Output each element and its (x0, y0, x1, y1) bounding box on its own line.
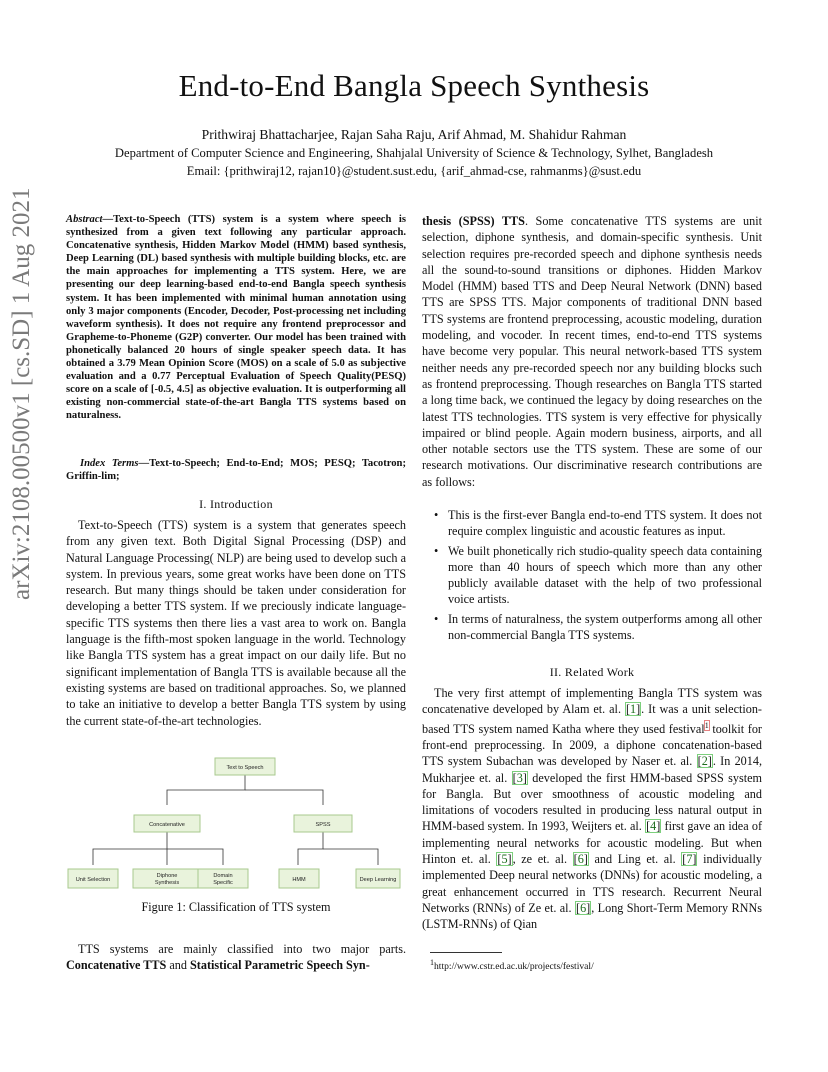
intro-p2-text-c: . Some concatenative TTS systems are unit selection, diphone synthesis, and domain-specific synthesis. Unit selection requires pre-recorded speech and diphone synthesis needs all the sound-to-sound transitions or diphones. Hidden Markov Model (HMM) based TTS and Deep Neural Network (DNN) based TTS are SPSS TTS. Major components of traditional DNN based TTS systems are frontend preprocessing, acoustic modeling, duration modeling, and vocoder. In recent times, end-to-end TTS systems have become very popular. This neural network-based TTS system neither needs any pre-recorded speech nor any building blocks such as frontend preprocessing. Though researches on Bangla TTS started a long time back, we continued the legacy by doing researches on the latest TTS technologies. TTS system is very effective for physically impaired or blind people. Again modern business, airports, and all other notable sectors use the TTS system. These are some of our research motivations. Our discriminative research contributions are as follows: (422, 214, 762, 489)
email-line: Email: {prithwiraj12, rajan10}@student.sust.edu, {arif_ahmad-cse, rahmanms}@sust.edu (186, 164, 642, 178)
contribution-list (430, 507, 762, 646)
related-text: individually implemented Deep neural networks (DNNs) for acoustic modeling, a great enhancement occurred in TTS research. Recurrent Neural Networks (RNNs) of Ze et. al. (422, 852, 762, 915)
intro-p2-text-a: TTS systems are mainly classified into two major parts. (78, 942, 406, 956)
node-spss-label: SPSS (315, 822, 331, 828)
node-domain-label-1: Domain (213, 873, 233, 879)
node-domain-label-2: Specific (213, 880, 233, 886)
intro-p2-bold-continued: thesis (SPSS) TTS (422, 214, 525, 228)
related-text: first gave an idea of implementing neural networks for acoustic modeling. But when Hinton et. al. (422, 819, 762, 867)
edge-root-concatenative (167, 775, 245, 805)
footnote-url[interactable]: http://www.cstr.ed.ac.uk/projects/festival/ (434, 961, 594, 973)
related-text: . In 2014, Mukharjee et. al. (422, 754, 762, 785)
abstract (66, 213, 406, 423)
intro-paragraph-2-continued (422, 213, 762, 490)
related-text: , ze et. al. (512, 852, 573, 867)
node-hmm-label: HMM (292, 877, 306, 883)
footnote-mark: 1 (430, 958, 434, 967)
node-concatenative-label: Concatenative (149, 822, 185, 828)
bullet-icon: • (434, 508, 439, 522)
index-terms-text: —Text-to-Speech; End-to-End; MOS; PESQ; Tacotron; Griffin-lim; (66, 458, 406, 483)
contribution-text: This is the first-ever Bangla end-to-end TTS system. It does not require complex linguistic and acoustic features as input. (448, 508, 762, 539)
node-text-to-speech-label: Text to Speech (226, 765, 264, 771)
edge-concat-unit (93, 832, 167, 865)
index-terms-lead: Index Terms (80, 458, 139, 469)
node-diphone-label-2: Synthesis (154, 880, 180, 886)
contribution-item (430, 507, 762, 540)
edge-spss-dl (323, 849, 378, 865)
citation-link[interactable]: [ 6 ] (575, 901, 591, 915)
node-deep-learning-label: Deep Learning (359, 877, 397, 883)
figure-caption: Figure 1: Classification of TTS system (141, 900, 331, 914)
related-text: developed the first HMM-based SPSS system for Bangla. But over smoothness of acoustic modeling and limitations of vocoders resulted in producing less natural output in HMM-based system. In 1993, Weijters et. al. (422, 770, 762, 834)
related-text: , Long Short-Term Memory RNNs (LSTM-RNNs) of Qian (422, 900, 762, 932)
edge-root-spss (245, 790, 323, 805)
bullet-icon: • (434, 611, 439, 626)
intro-paragraph-1: Text-to-Speech (TTS) system is a system that generates speech from any given text. Both Digital Signal Processing (DSP) and Natural Language Processing( NLP) are being used to develop such a system. In previous years, some great works have been done on TTS research. But many things should be taken under consideration for developing a better TTS system. If we preciously indicate language-specific TTS systems then there lies a vast area to work on. Bangla language is the fifth-most spoken language in the world. Technology like Bangla TTS system has a great impact on our daily life. But no significant implementation of Bangla TTS is available because all the existing systems are based on traditional approaches. So, we planned to take an initiative to develop a better Bangla TTS system by using the current state-of-the-art technologies. (66, 518, 406, 728)
intro-p2-bold-1: Concatenative TTS (66, 958, 167, 973)
abstract-lead: Abstract (66, 214, 103, 225)
intro-paragraph-2-start (66, 941, 406, 974)
section-heading-related-work: II. Related Work (549, 665, 635, 679)
citation-link[interactable]: [ 6 ] (573, 852, 589, 866)
intro-p2-bold-2: Statistical Parametric Speech Syn- (190, 958, 370, 973)
section-heading-introduction: I. Introduction (199, 497, 273, 511)
footnote-link[interactable]: 1 (704, 720, 709, 730)
edge-spss-hmm (298, 832, 323, 865)
intro-p2-and: and (166, 958, 191, 973)
affiliation: Department of Computer Science and Engineering, Shahjalal University of Science & Technology, Sylhet, Bangladesh (114, 146, 714, 160)
contribution-text: In terms of naturalness, the system outperforms among all other non-commercial Bangla TTS systems. (448, 611, 762, 643)
node-diphone-label-1: Diphone (156, 873, 178, 879)
tts-classification-diagram (66, 752, 406, 892)
citation-link[interactable]: [ 2 ] (697, 754, 713, 768)
citation-link[interactable]: [ 4 ] (645, 819, 661, 833)
related-work-paragraph (422, 685, 762, 933)
citation-link[interactable]: [ 3 ] (512, 771, 528, 785)
contribution-item (430, 543, 762, 608)
paper-title: End-to-End Bangla Speech Synthesis (178, 68, 650, 103)
contribution-item (430, 611, 762, 644)
citation-link[interactable]: [ 5 ] (496, 852, 512, 866)
related-text: . It was a unit selection-based TTS system named Katha where they used festival (422, 702, 762, 736)
footnote-rule (430, 952, 502, 953)
abstract-text: —Text-to-Speech (TTS) system is a system where speech is synthesized from a given text following any particular approach. Concatenative synthesis, Hidden Markov Model (HMM) based synthesis, Deep Learning (DL) based synthesis with multiple building blocks, etc. are the main approaches for implementing a TTS system. Here, we are presenting our deep learning-based end-to-end Bangla speech synthesis system. It has been implemented with minimal human annotation using only 3 major components (Encoder, Decoder, Post-processing net including waveform synthesis). It does not require any frontend preprocessor and Grapheme-to-Phoneme (G2P) converter. Our model has been trained with phonetically balanced 20 hours of single speaker speech data. It has obtained a 3.79 Mean Opinion Score (MOS) on a scale of 5.0 as subjective evaluation and a 0.77 Perceptual Evaluation of Speech Quality(PESQ) score on a scale of [-0.5, 4.5] as objective evaluation. It is outperforming all existing non-commercial state-of-the-art Bangla TTS systems based on naturalness. (66, 214, 406, 422)
related-text: The very first attempt of implementing Bangla TTS system was concatenative developed by Alam et. al. (422, 686, 762, 717)
edge-concat-domain (167, 849, 223, 865)
bullet-icon: • (434, 543, 439, 558)
related-text: and Ling et. al. (588, 852, 682, 867)
arxiv-id: arXiv:2108.00500v1 [cs.SD] 1 Aug 2021 (8, 187, 35, 600)
index-terms (66, 457, 406, 483)
citation-link[interactable]: [ 7 ] (681, 852, 697, 866)
related-text: toolkit for front-end preprocessing. In 2009, a diphone concatenation-based TTS system Subachan was developed by Naser et. al. (422, 721, 762, 769)
node-unit-selection-label: Unit Selection (75, 877, 111, 883)
citation-link[interactable]: [ 1 ] (625, 702, 641, 716)
contribution-text: We built phonetically rich studio-quality speech data containing more than 40 hours of speech which more than any other publicly available dataset with the help of two professional voice artists. (448, 543, 762, 607)
footnote (430, 958, 594, 972)
author-list: Prithwiraj Bhattacharjee, Rajan Saha Raju, Arif Ahmad, M. Shahidur Rahman (201, 127, 627, 142)
